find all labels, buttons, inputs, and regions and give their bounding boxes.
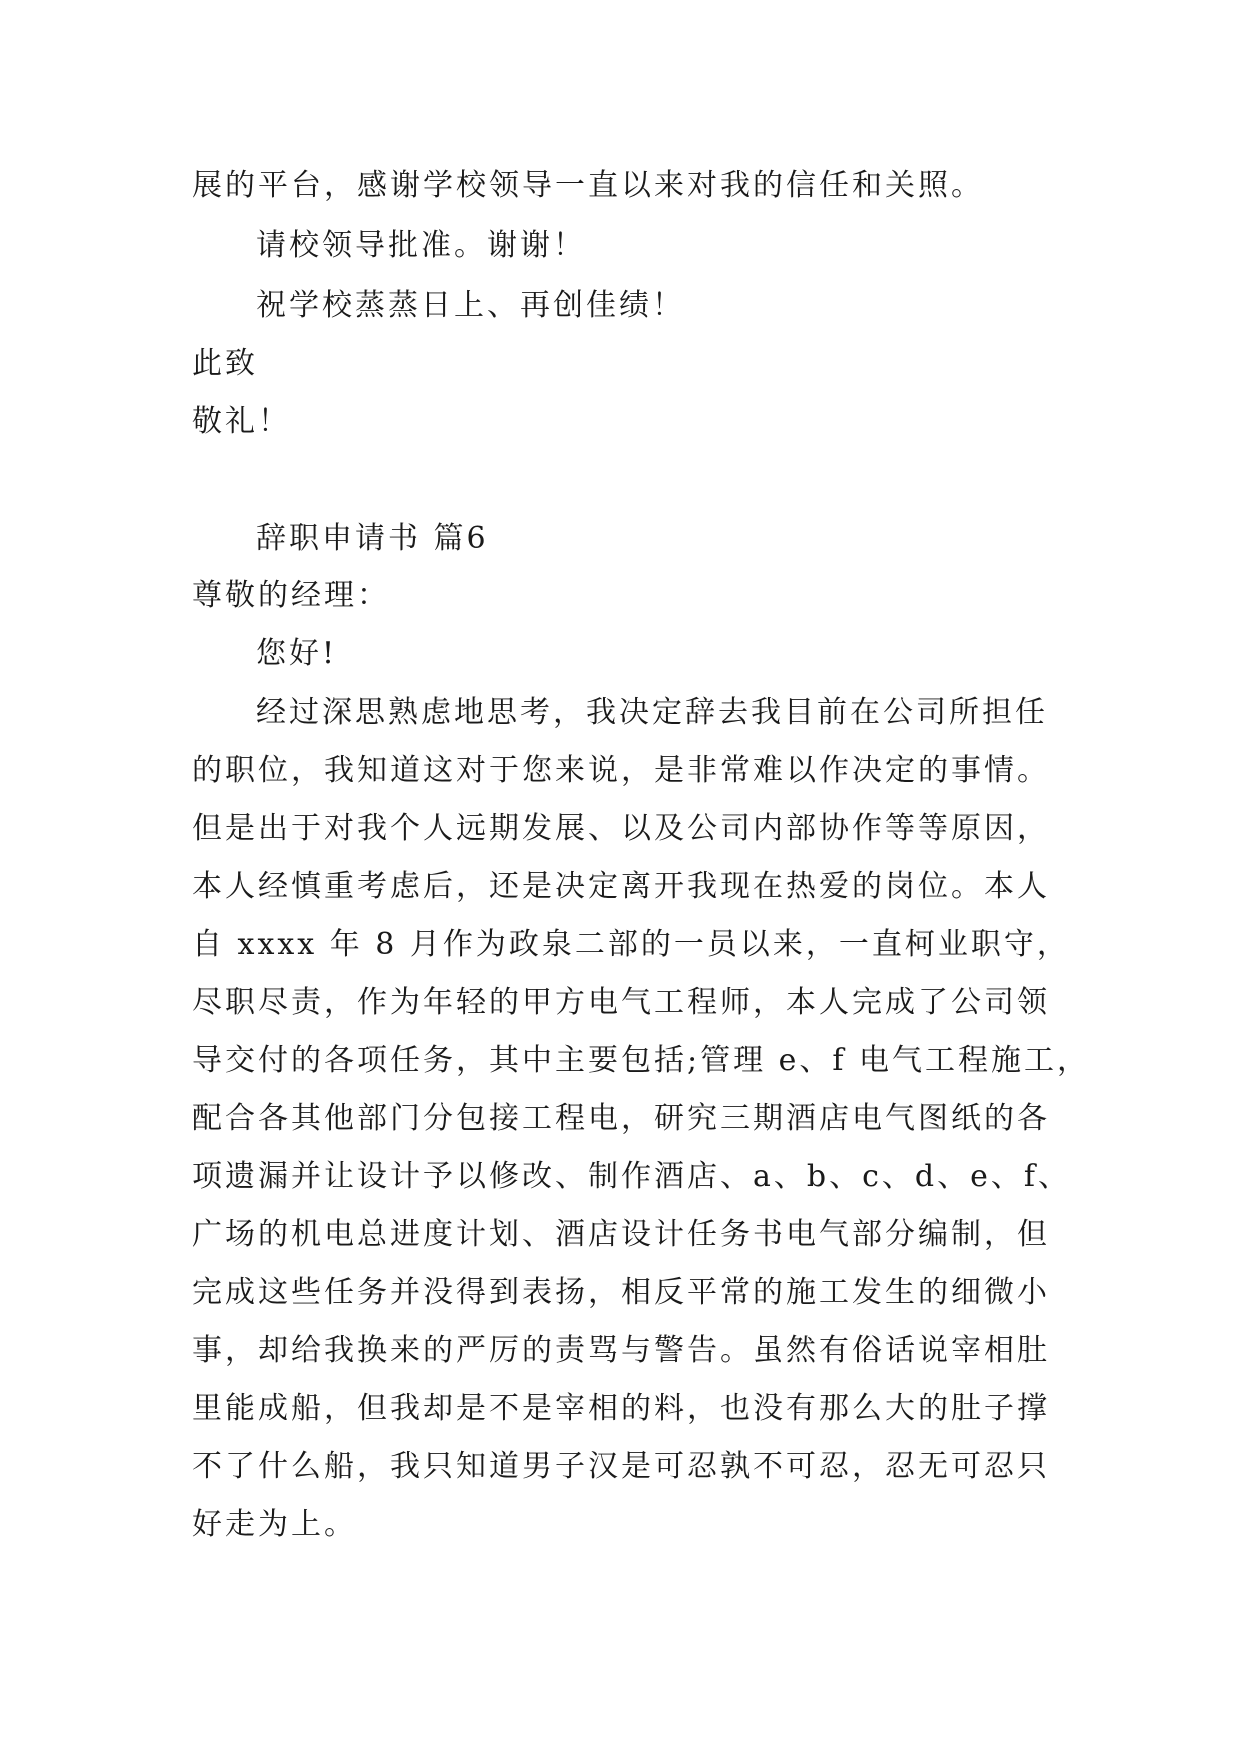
salutation: 尊敬的经理：	[192, 578, 390, 613]
body-line: 完成这些任务并没得到表扬，相反平常的施工发生的细微小	[192, 1275, 1050, 1310]
body-line: 项遗漏并让设计予以修改、制作酒店、a、b、c、d、e、f、	[192, 1159, 1071, 1194]
body-line: 经过深思熟虑地思考，我决定辞去我目前在公司所担任	[256, 695, 1048, 730]
body-line: 本人经慎重考虑后，还是决定离开我现在热爱的岗位。本人	[192, 869, 1050, 904]
text-line-continuation: 展的平台，感谢学校领导一直以来对我的信任和关照。	[192, 168, 984, 203]
body-line: 好走为上。	[192, 1507, 357, 1542]
body-line: 广场的机电总进度计划、酒店设计任务书电气部分编制，但	[192, 1217, 1050, 1252]
body-line: 配合各其他部门分包接工程电，研究三期酒店电气图纸的各	[192, 1101, 1050, 1136]
text-line-approval: 请校领导批准。谢谢！	[256, 228, 586, 263]
body-line: 的职位，我知道这对于您来说，是非常难以作决定的事情。	[192, 753, 1050, 788]
body-line: 导交付的各项任务，其中主要包括;管理 e、f 电气工程施工，	[192, 1043, 1091, 1078]
body-line: 尽职尽责，作为年轻的甲方电气工程师，本人完成了公司领	[192, 985, 1050, 1020]
body-line: 不了什么船，我只知道男子汉是可忍孰不可忍，忍无可忍只	[192, 1449, 1050, 1484]
closing-line-2: 敬礼！	[192, 404, 291, 439]
body-line: 自 xxxx 年 8 月作为政泉二部的一员以来，一直柯业职守，	[192, 927, 1070, 962]
closing-line-1: 此致	[192, 346, 258, 381]
body-line: 事，却给我换来的严厉的责骂与警告。虽然有俗话说宰相肚	[192, 1333, 1050, 1368]
body-line: 里能成船，但我却是不是宰相的料，也没有那么大的肚子撑	[192, 1391, 1050, 1426]
section-heading: 辞职申请书 篇6	[256, 521, 489, 556]
text-line-wish: 祝学校蒸蒸日上、再创佳绩！	[256, 288, 685, 323]
body-line: 但是出于对我个人远期发展、以及公司内部协作等等原因，	[192, 811, 1050, 846]
greeting: 您好!	[256, 636, 338, 671]
